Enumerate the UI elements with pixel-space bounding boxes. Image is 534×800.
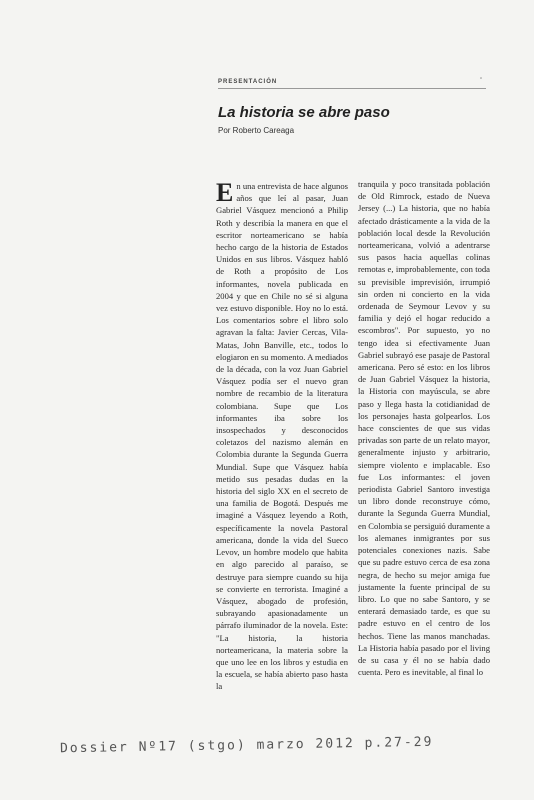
paragraph-left <box>216 180 348 693</box>
drop-cap: E <box>216 180 234 207</box>
article-column-left <box>216 180 348 695</box>
article-column-right <box>358 178 490 695</box>
section-label: PRESENTACIÓN <box>218 79 278 85</box>
column-text-right: tranquila y poco transitada población de Old Rimrock, estado de Nueva Jersey (...) La historia, que no había afectado drásticamente a la vida de la población local desde la Revolución norteamericana, volvió a adentrarse sus pasos hacia aquellas colinas remotas e, improbablemente, con toda su previsible imprevisión, irrumpió sin orden ni concierto en la vida ordenada de Seymour Levov y su familia y dejó el hogar reducido a escombros". Por supuesto, yo no tengo idea si efectivamente Juan Gabriel subrayó ese pasaje de Pastoral americana. Pero sé esto: en los libros de Juan Gabriel Vásquez la historia, la Historia con mayúscula, se abre paso y llega hasta la cotidianidad de los personajes hasta golpearlos. Los hace conscientes de que sus vidas privadas son parte de un relato mayor, generalmente injusto y arbitrario, siempre violento e implacable. Eso fue Los informantes: el joven periodista Gabriel Santoro investiga un libro donde reconstruye cómo, durante la Segunda Guerra Mundial, en Colombia se persiguió duramente a los alemanes inmigrantes por sus potenciales conexiones nazis. Sabe que su padre estuvo cerca de esa zona negra, de hecho su mejor amiga fue justamente la fuente principal de su libro. Lo que no sabe Santoro, y se enterará demasiado tarde, es que su padre estuvo en el centro de los hechos. Tiene las manos manchadas. La Historia había pasado por el living de su casa y él no se había dado cuenta. Pero es inevitable, al final lo <box>358 179 490 678</box>
header-rule <box>218 88 486 89</box>
page-mark: ” <box>480 78 482 84</box>
handwritten-annotation: Dossier Nº17 (stgo) marzo 2012 p.27-29 <box>59 734 434 757</box>
article-byline: Por Roberto Careaga <box>218 126 295 135</box>
article-title: La historia se abre paso <box>218 104 390 121</box>
column-text-left: n una entrevista de hace algunos años que leí al pasar, Juan Gabriel Vásquez mencionó a Philip Roth y describía la manera en que el escritor norteamericano se había hecho cargo de la historia de Estados Unidos en sus libros. Vásquez habló de Roth a propósito de Los informantes, novela publicada en 2004 y que en Chile no sé si alguna vez estuvo disponible. Hoy no lo está. Los comentarios sobre el libro solo agravan la falta: Javier Cercas, Vila-Matas, John Banville, etc., todos lo elogiaron en su momento. A mediados de la década, con la voz Juan Gabriel Vásquez podía ser el nuevo gran nombre de recambio de la literatura colombiana. Supe que Los informantes iba sobre los insospechados y desconocidos coletazos del nazismo alemán en Colombia durante la Segunda Guerra Mundial. Supe que Vásquez había metido sus pesadas dudas en la historia del siglo XX en el secreto de una familia de Bogotá. Después me imaginé a Vásquez leyendo a Roth, específicamente la novela Pastoral americana, donde la vida del Sueco Levov, un hombre modelo que habita en algo parecido al paraíso, se destruye para siempre cuando su hija se convierte en terrorista. Imaginé a Vásquez, abogado de profesión, subrayando apasionadamente un párrafo iluminador de la novela. Este: "La historia, la historia norteamericana, la materia sobre la que uno lee en los libros y estudia en la escuela, se había abierto paso hasta la <box>216 181 348 692</box>
